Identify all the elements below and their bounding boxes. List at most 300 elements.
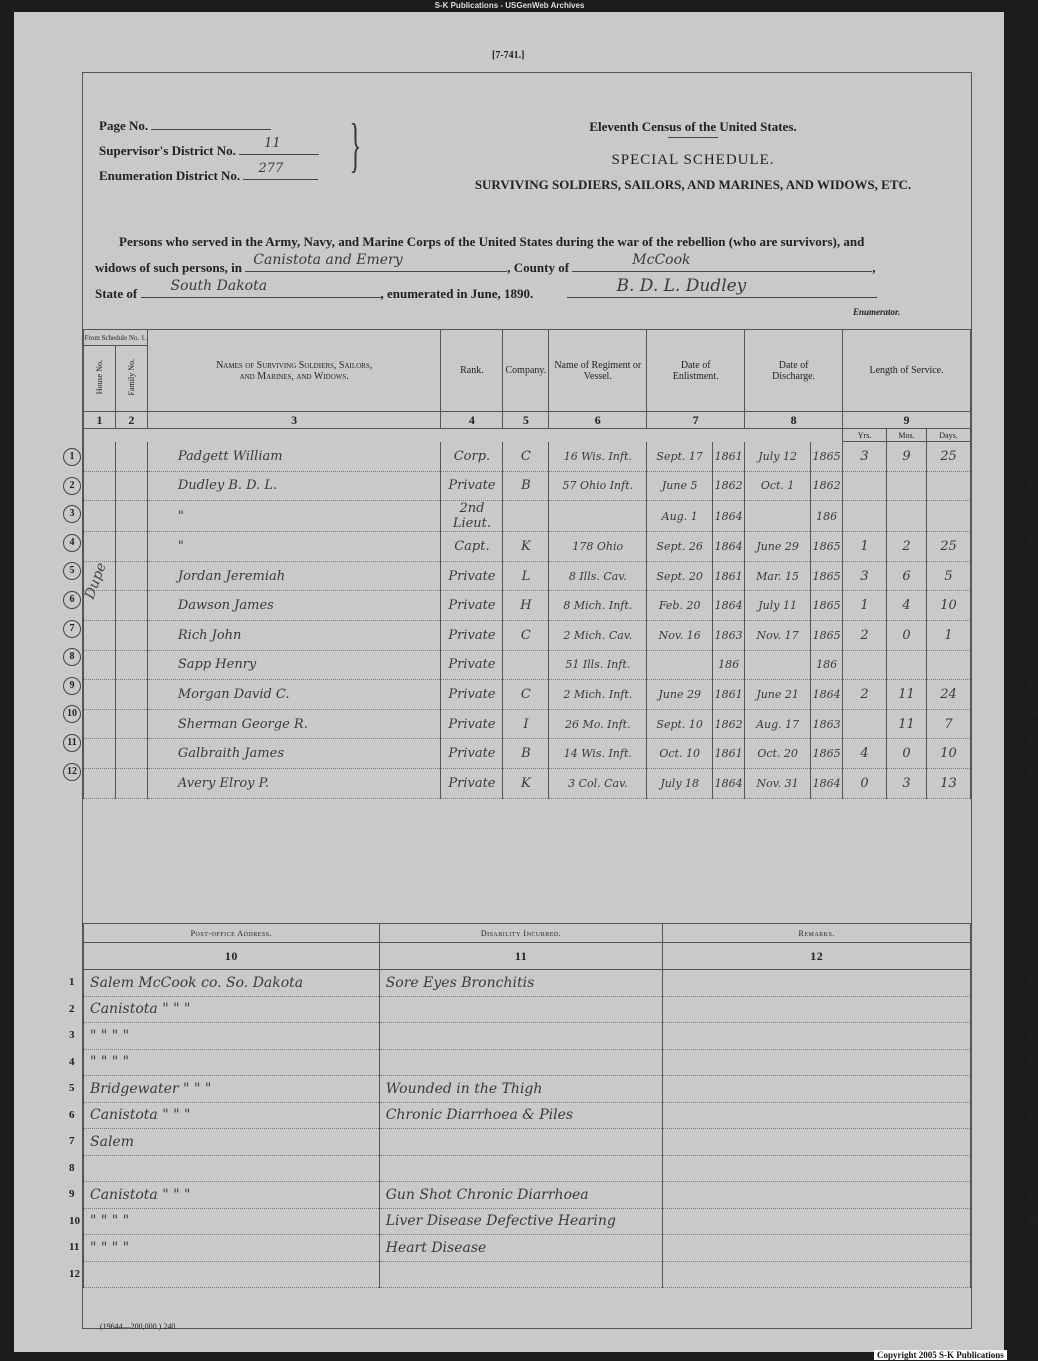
yrs-header: Yrs. — [843, 429, 887, 442]
col-num-7: 7 — [647, 412, 745, 429]
years-cell: 1 — [843, 591, 887, 621]
rank-cell: Private — [441, 709, 503, 739]
sub-spacer — [84, 429, 843, 442]
discharge-month-day-cell — [745, 650, 811, 680]
years-cell: 3 — [843, 442, 887, 472]
row-number-circle: 8 — [63, 648, 81, 666]
years-cell — [843, 501, 887, 532]
persons-line: Persons who served in the Army, Navy, and Marine Corps of the United States during the war of the rebellion (who are survivors), and — [119, 234, 865, 249]
months-cell: 0 — [887, 739, 927, 769]
address-cell: Canistota " " " — [84, 1102, 380, 1129]
enlistment-year-cell: 1862 — [713, 471, 745, 501]
form-number: [7-741.] — [492, 50, 525, 61]
enumerator-field: B. D. L. Dudley — [567, 283, 877, 298]
lower-row-number-right: 12 — [1027, 1267, 1038, 1280]
county-field: McCook — [572, 257, 872, 272]
row-number-left — [63, 534, 81, 552]
lower-row-number-right: 8 — [1027, 1161, 1033, 1174]
family-no-cell — [115, 532, 147, 562]
row-number-left — [63, 734, 81, 752]
house-no-cell — [84, 471, 116, 501]
company-cell: C — [503, 680, 549, 710]
house-no-cell — [84, 709, 116, 739]
rank-cell: Corp. — [441, 442, 503, 472]
table-row — [84, 1235, 971, 1262]
name-cell: Jordan Jeremiah — [147, 561, 441, 591]
regiment-cell: 8 Ills. Cav. — [549, 561, 647, 591]
remarks-cell — [663, 996, 971, 1023]
disability-cell — [379, 1129, 663, 1156]
company-cell: L — [503, 561, 549, 591]
house-no-cell — [84, 442, 116, 472]
row-number-left — [63, 677, 81, 695]
house-no-cell — [84, 680, 116, 710]
post-office-header: Post-office Address. — [84, 924, 380, 943]
lower-row-number-right: 11 — [1027, 1241, 1038, 1253]
lower-row-number-left: 5 — [69, 1082, 75, 1094]
discharge-month-day-cell — [745, 501, 811, 532]
address-cell: Salem — [84, 1129, 380, 1156]
enlistment-month-day-cell: Nov. 16 — [647, 620, 713, 650]
enlistment-month-day-cell: Sept. 20 — [647, 561, 713, 591]
col-num-3: 3 — [147, 412, 441, 429]
margin-note: Dupe — [81, 560, 110, 602]
disability-cell — [379, 1261, 663, 1288]
row-number-left — [63, 591, 81, 609]
discharge-month-day-cell: Mar. 15 — [745, 561, 811, 591]
enlistment-year-cell: 186 — [713, 650, 745, 680]
page-no-field — [151, 115, 271, 130]
disability-cell: Wounded in the Thigh — [379, 1076, 663, 1103]
days-cell: 1 — [926, 620, 970, 650]
row-number-circle: 2 — [63, 477, 81, 495]
disability-cell: Gun Shot Chronic Diarrhoea — [379, 1182, 663, 1209]
remarks-cell — [663, 1129, 971, 1156]
remarks-cell — [663, 1155, 971, 1182]
disability-cell — [379, 996, 663, 1023]
remarks-header: Remarks. — [663, 924, 971, 943]
table-row — [84, 1208, 971, 1235]
family-no-cell — [115, 709, 147, 739]
page-no-label: Page No. — [99, 118, 149, 133]
lower-row-number-left: 2 — [69, 1002, 75, 1015]
regiment-cell: 16 Wis. Inft. — [549, 442, 647, 472]
address-cell — [84, 1155, 380, 1182]
table-row — [84, 1023, 971, 1050]
company-header: Company. — [503, 330, 549, 412]
months-cell: 6 — [887, 561, 927, 591]
col-num-9: 9 — [843, 412, 971, 429]
house-no-cell — [84, 739, 116, 769]
enlistment-month-day-cell: Oct. 10 — [647, 739, 713, 769]
table-row — [84, 1102, 971, 1129]
name-cell: Dudley B. D. L. — [147, 471, 441, 501]
soldiers-table — [83, 329, 971, 799]
widows-label: widows of such persons, in — [95, 260, 243, 275]
discharge-year-cell: 186 — [811, 501, 843, 532]
lower-row-number-right: 2 — [1027, 1002, 1033, 1015]
enumerated-label: , enumerated in June, 1890. — [380, 286, 534, 301]
discharge-month-day-cell: Nov. 31 — [745, 768, 811, 798]
table-row — [84, 532, 971, 562]
row-number-circle: 12 — [63, 763, 81, 781]
census-sheet — [14, 12, 1038, 1352]
enlistment-year-cell: 1864 — [713, 501, 745, 532]
regiment-cell: 51 Ills. Inft. — [549, 650, 647, 680]
months-cell: 11 — [887, 680, 927, 710]
months-cell: 3 — [887, 768, 927, 798]
lower-row-number-left: 11 — [69, 1241, 80, 1253]
discharge-year-cell: 1864 — [811, 768, 843, 798]
months-cell — [887, 501, 927, 532]
company-cell: K — [503, 532, 549, 562]
address-cell: Canistota " " " — [84, 1182, 380, 1209]
table-row — [84, 709, 971, 739]
row-number-left — [63, 705, 81, 723]
table-row — [84, 1129, 971, 1156]
company-cell: B — [503, 739, 549, 769]
company-cell — [503, 501, 549, 532]
years-cell — [843, 709, 887, 739]
years-cell: 4 — [843, 739, 887, 769]
length-header: Length of Service. — [843, 330, 971, 412]
address-cell: Salem McCook co. So. Dakota — [84, 970, 380, 997]
name-cell: " — [147, 501, 441, 532]
discharge-month-day-cell: Nov. 17 — [745, 620, 811, 650]
lower-row-number-right: 10 — [1027, 1214, 1038, 1227]
months-cell — [887, 471, 927, 501]
lower-row-number-left: 8 — [69, 1161, 75, 1174]
archive-strip: S-K Publications - USGenWeb Archives — [434, 1, 585, 10]
days-cell: 10 — [926, 591, 970, 621]
address-cell: " " " " — [84, 1208, 380, 1235]
days-cell: 7 — [926, 709, 970, 739]
table-row — [84, 442, 971, 472]
remarks-cell — [663, 1049, 971, 1076]
discharge-year-cell: 1865 — [811, 739, 843, 769]
company-cell: H — [503, 591, 549, 621]
names-header: Names of Surviving Soldiers, Sailors, and Marines, and Widows. — [147, 330, 441, 412]
row-number-left — [63, 620, 81, 638]
enlistment-year-cell: 1861 — [713, 680, 745, 710]
row-number-circle: 6 — [63, 591, 81, 609]
address-cell: Bridgewater " " " — [84, 1076, 380, 1103]
enlistment-year-cell: 1861 — [713, 561, 745, 591]
lower-row-number-left: 10 — [69, 1214, 80, 1227]
name-cell: Morgan David C. — [147, 680, 441, 710]
rank-cell: Private — [441, 739, 503, 769]
enlistment-month-day-cell: June 29 — [647, 680, 713, 710]
regiment-cell: 8 Mich. Inft. — [549, 591, 647, 621]
remarks-cell — [663, 1182, 971, 1209]
years-cell — [843, 471, 887, 501]
table-row — [84, 680, 971, 710]
discharge-year-cell: 1863 — [811, 709, 843, 739]
name-cell: Rich John — [147, 620, 441, 650]
table-row — [84, 650, 971, 680]
address-cell: " " " " — [84, 1049, 380, 1076]
years-cell: 1 — [843, 532, 887, 562]
district-info — [99, 113, 319, 188]
brace-glyph: } — [349, 112, 362, 178]
disability-cell — [379, 1023, 663, 1050]
table-row — [84, 501, 971, 532]
schedule-subtitle: SPECIAL SCHEDULE. — [611, 152, 775, 168]
enlistment-year-cell: 1864 — [713, 591, 745, 621]
table-row — [84, 1076, 971, 1103]
discharge-year-cell: 1862 — [811, 471, 843, 501]
col-num-4: 4 — [441, 412, 503, 429]
table-row — [84, 620, 971, 650]
name-cell: Galbraith James — [147, 739, 441, 769]
rank-cell: 2nd Lieut. — [441, 501, 503, 532]
family-no-cell — [115, 620, 147, 650]
enumeration-label: Enumeration District No. — [99, 168, 241, 183]
row-number-circle: 3 — [63, 505, 81, 523]
family-no-cell — [115, 650, 147, 680]
row-number-left — [63, 505, 81, 523]
rank-cell: Private — [441, 591, 503, 621]
discharge-year-cell: 1865 — [811, 442, 843, 472]
table-row — [84, 471, 971, 501]
remarks-cell — [663, 1102, 971, 1129]
schedule-frame — [67, 72, 1038, 1329]
disability-cell: Sore Eyes Bronchitis — [379, 970, 663, 997]
row-number-right: 3 — [1027, 507, 1033, 520]
house-no-cell — [84, 501, 116, 532]
row-number-circle: 7 — [63, 620, 81, 638]
rank-cell: Private — [441, 650, 503, 680]
lower-row-number-right: 3 — [1027, 1029, 1033, 1041]
enlistment-month-day-cell: June 5 — [647, 471, 713, 501]
company-cell: B — [503, 471, 549, 501]
company-cell — [503, 650, 549, 680]
family-no-cell — [115, 739, 147, 769]
table-row — [84, 1182, 971, 1209]
col-num-10: 10 — [84, 943, 380, 970]
row-number-circle: 11 — [63, 734, 81, 752]
address-cell: Canistota " " " — [84, 996, 380, 1023]
years-cell: 0 — [843, 768, 887, 798]
discharge-month-day-cell: Aug. 17 — [745, 709, 811, 739]
discharge-year-cell: 1865 — [811, 532, 843, 562]
discharge-month-day-cell: June 29 — [745, 532, 811, 562]
days-cell: 13 — [926, 768, 970, 798]
lower-row-number-right: 7 — [1027, 1135, 1033, 1147]
table-row — [84, 768, 971, 798]
enlistment-header: Date of Enlistment. — [647, 330, 745, 412]
row-number-right: 8 — [1027, 650, 1033, 663]
months-cell: 0 — [887, 620, 927, 650]
rank-cell: Private — [441, 680, 503, 710]
table-row — [84, 996, 971, 1023]
family-no-cell — [115, 471, 147, 501]
days-cell — [926, 501, 970, 532]
col-num-8: 8 — [745, 412, 843, 429]
rank-header: Rank. — [441, 330, 503, 412]
enlistment-month-day-cell: Aug. 1 — [647, 501, 713, 532]
lower-row-number-left: 7 — [69, 1135, 75, 1147]
family-no-header: Family No. — [115, 346, 147, 412]
house-no-header: House No. — [84, 346, 116, 412]
lower-row-number-right: 9 — [1027, 1188, 1033, 1200]
days-header: Days. — [926, 429, 970, 442]
mos-header: Mos. — [887, 429, 927, 442]
row-number-circle: 10 — [63, 705, 81, 723]
row-number-right: 9 — [1027, 678, 1033, 691]
remarks-cell — [663, 1235, 971, 1262]
lower-row-number-left: 1 — [69, 976, 75, 988]
title-rule — [668, 137, 718, 138]
years-cell: 2 — [843, 620, 887, 650]
row-number-left — [63, 648, 81, 666]
address-cell — [84, 1261, 380, 1288]
county-label: , County of — [507, 260, 570, 275]
enlistment-year-cell: 1861 — [713, 739, 745, 769]
regiment-cell: 26 Mo. Inft. — [549, 709, 647, 739]
regiment-cell — [549, 501, 647, 532]
from-schedule-header: From Schedule No. 1. — [84, 330, 148, 346]
regiment-cell: 2 Mich. Inft. — [549, 680, 647, 710]
lower-row-number-left: 6 — [69, 1108, 75, 1121]
house-no-cell — [84, 650, 116, 680]
lower-row-number-right: 6 — [1027, 1108, 1033, 1121]
row-number-right: 11 — [1027, 736, 1038, 748]
remarks-cell — [663, 1023, 971, 1050]
discharge-year-cell: 186 — [811, 650, 843, 680]
supervisor-label: Supervisor's District No. — [99, 143, 236, 158]
form-footer-number: (19644—200,000.) 240 — [100, 1322, 176, 1331]
lower-row-number-right: 4 — [1027, 1055, 1033, 1068]
place-field: Canistota and Emery — [245, 257, 507, 272]
lower-row-number-left: 4 — [69, 1055, 75, 1068]
row-number-circle: 1 — [63, 448, 81, 466]
regiment-cell: 178 Ohio — [549, 532, 647, 562]
regiment-cell: 3 Col. Cav. — [549, 768, 647, 798]
disability-cell — [379, 1049, 663, 1076]
lower-row-number-right: 5 — [1027, 1082, 1033, 1094]
discharge-month-day-cell: Oct. 1 — [745, 471, 811, 501]
name-cell: Sapp Henry — [147, 650, 441, 680]
row-number-right: 4 — [1027, 535, 1033, 548]
discharge-month-day-cell: July 12 — [745, 442, 811, 472]
enlistment-year-cell: 1863 — [713, 620, 745, 650]
regiment-cell: 14 Wis. Inft. — [549, 739, 647, 769]
enlistment-month-day-cell: July 18 — [647, 768, 713, 798]
years-cell: 2 — [843, 680, 887, 710]
discharge-year-cell: 1865 — [811, 591, 843, 621]
enlistment-month-day-cell: Sept. 17 — [647, 442, 713, 472]
address-cell: " " " " — [84, 1023, 380, 1050]
col-num-2: 2 — [115, 412, 147, 429]
name-cell: " — [147, 532, 441, 562]
row-number-right: 10 — [1027, 707, 1038, 720]
row-number-circle: 4 — [63, 534, 81, 552]
disability-cell: Chronic Diarrhoea & Piles — [379, 1102, 663, 1129]
months-cell: 2 — [887, 532, 927, 562]
copyright-notice: Copyright 2005 S-K Publications — [874, 1350, 1007, 1360]
years-cell — [843, 650, 887, 680]
discharge-year-cell: 1864 — [811, 680, 843, 710]
row-number-right: 12 — [1027, 764, 1038, 777]
supervisor-field: 11 — [239, 140, 319, 155]
enumerator-label: Enumerator. — [853, 307, 901, 317]
row-number-left — [63, 448, 81, 466]
disability-cell — [379, 1155, 663, 1182]
discharge-month-day-cell: Oct. 20 — [745, 739, 811, 769]
table-row — [84, 1261, 971, 1288]
census-title-block — [443, 119, 943, 193]
days-cell: 25 — [926, 532, 970, 562]
rank-cell: Private — [441, 620, 503, 650]
months-cell: 11 — [887, 709, 927, 739]
days-cell: 10 — [926, 739, 970, 769]
regiment-cell: 2 Mich. Cav. — [549, 620, 647, 650]
col-num-6: 6 — [549, 412, 647, 429]
col-num-11: 11 — [379, 943, 663, 970]
rank-cell: Capt. — [441, 532, 503, 562]
state-field: South Dakota — [141, 283, 381, 298]
house-no-cell — [84, 768, 116, 798]
regiment-header: Name of Regiment or Vessel. — [549, 330, 647, 412]
row-number-right: 2 — [1027, 478, 1033, 491]
table-row — [84, 591, 971, 621]
row-number-right: 6 — [1027, 593, 1033, 605]
days-cell: 25 — [926, 442, 970, 472]
discharge-year-cell: 1865 — [811, 620, 843, 650]
remarks-cell — [663, 970, 971, 997]
family-no-cell — [115, 442, 147, 472]
company-cell: I — [503, 709, 549, 739]
col-num-1: 1 — [84, 412, 116, 429]
row-number-right: 1 — [1027, 450, 1033, 462]
table-row — [84, 561, 971, 591]
discharge-year-cell: 1865 — [811, 561, 843, 591]
lower-row-number-left: 12 — [69, 1267, 80, 1280]
table-row — [84, 1049, 971, 1076]
company-cell: C — [503, 620, 549, 650]
rank-cell: Private — [441, 768, 503, 798]
lower-row-number-left: 3 — [69, 1029, 75, 1041]
state-label: State of — [95, 286, 138, 301]
family-no-cell — [115, 768, 147, 798]
schedule-heading: SURVIVING SOLDIERS, SAILORS, AND MARINES, AND WIDOWS, ETC. — [474, 177, 912, 192]
name-cell: Sherman George R. — [147, 709, 441, 739]
months-cell — [887, 650, 927, 680]
table-row — [84, 739, 971, 769]
lower-row-number-right: 1 — [1027, 976, 1033, 988]
discharge-month-day-cell: July 11 — [745, 591, 811, 621]
house-no-cell — [84, 620, 116, 650]
days-cell — [926, 650, 970, 680]
disability-cell: Heart Disease — [379, 1235, 663, 1262]
family-no-cell — [115, 680, 147, 710]
discharge-month-day-cell: June 21 — [745, 680, 811, 710]
lower-row-number-left: 9 — [69, 1188, 75, 1200]
name-cell: Avery Elroy P. — [147, 768, 441, 798]
enlistment-month-day-cell: Sept. 26 — [647, 532, 713, 562]
years-cell: 3 — [843, 561, 887, 591]
row-number-right: 7 — [1027, 621, 1033, 634]
enlistment-year-cell: 1864 — [713, 532, 745, 562]
months-cell: 4 — [887, 591, 927, 621]
remarks-cell — [663, 1208, 971, 1235]
name-cell: Padgett William — [147, 442, 441, 472]
census-title: Eleventh Census of the United States. — [589, 119, 797, 134]
rank-cell: Private — [441, 471, 503, 501]
address-cell: " " " " — [84, 1235, 380, 1262]
row-number-circle: 9 — [63, 677, 81, 695]
